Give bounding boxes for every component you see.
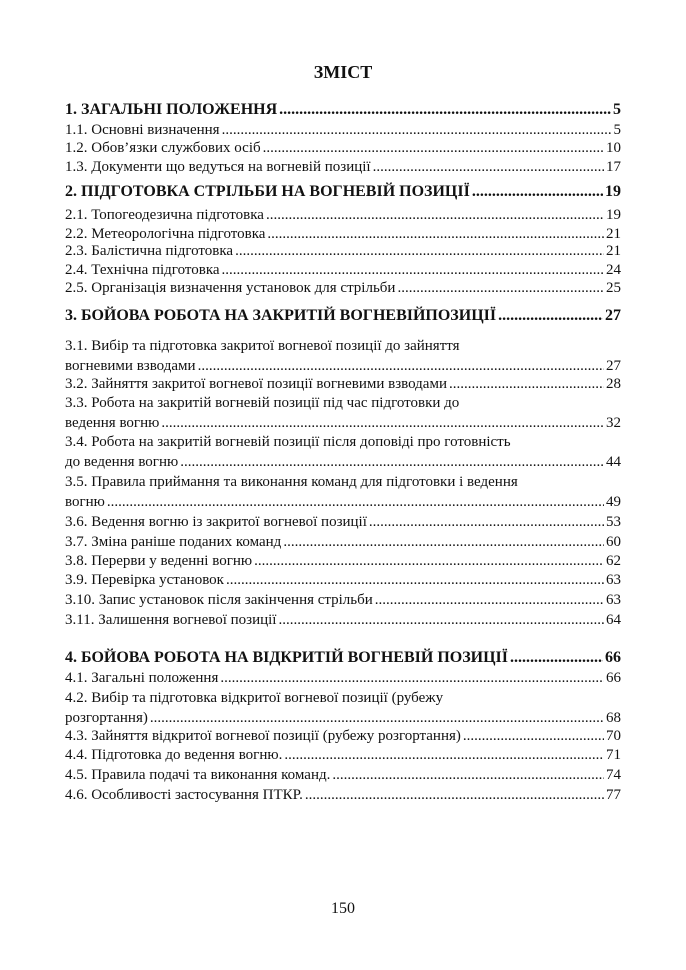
toc-entry-page: 63 xyxy=(606,592,621,608)
dot-leader xyxy=(254,551,604,571)
toc-entry xyxy=(65,668,621,688)
dot-leader xyxy=(472,182,603,202)
toc-entry xyxy=(65,120,621,140)
toc-entry-row xyxy=(65,205,621,225)
toc-entry-title: 1. ЗАГАЛЬНІ ПОЛОЖЕННЯ xyxy=(65,101,278,118)
toc-entry-row xyxy=(65,590,621,610)
toc-entry-row xyxy=(65,708,621,728)
toc-entry-title: 3.11. Залишення вогневої позиції xyxy=(65,612,277,628)
toc-entry-row xyxy=(65,452,621,472)
toc-entry xyxy=(65,260,621,280)
toc-entry xyxy=(65,590,621,610)
toc-entry-row xyxy=(65,668,621,688)
toc-entry-page: 64 xyxy=(606,612,621,628)
toc-entry-title-line: 3.1. Вибір та підготовка закритої вогневої позиції до зайняття xyxy=(65,338,460,354)
toc-entry-title: 4.1. Загальні положення xyxy=(65,670,219,686)
toc-entry xyxy=(65,205,621,225)
dot-leader xyxy=(226,570,604,590)
toc-entry-row xyxy=(65,492,621,512)
toc-entry-title: 4.6. Особливості застосування ПТКР. xyxy=(65,787,303,803)
dot-leader xyxy=(235,241,604,261)
toc-entry-row xyxy=(65,278,621,298)
dot-leader xyxy=(279,100,611,120)
toc-entry-page: 19 xyxy=(605,183,621,200)
toc-chapter xyxy=(65,182,621,202)
toc-entry-row xyxy=(65,726,621,746)
toc-entry-title: 3.7. Зміна раніше поданих команд xyxy=(65,534,282,550)
toc-entry-row xyxy=(65,138,621,158)
toc-entry-page: 27 xyxy=(605,307,621,324)
toc-entry-title-line: 3.3. Робота на закритій вогневій позиції під час підготовки до xyxy=(65,395,460,411)
toc-entry-page: 17 xyxy=(606,159,621,175)
dot-leader xyxy=(449,374,604,394)
toc-entry xyxy=(65,278,621,298)
toc-entry xyxy=(65,551,621,571)
toc-entry xyxy=(65,336,621,376)
toc-entry-page: 10 xyxy=(606,140,621,156)
toc-entry xyxy=(65,157,621,177)
dot-leader xyxy=(283,532,604,552)
dot-leader xyxy=(397,278,604,298)
toc-entry-page: 60 xyxy=(606,534,621,550)
toc-entry-row xyxy=(65,570,621,590)
toc-entry-row xyxy=(65,551,621,571)
toc-entry-page: 66 xyxy=(605,649,621,666)
toc-entry-row xyxy=(65,356,621,376)
toc-entry xyxy=(65,610,621,630)
toc-entry-title: 2.1. Топогеодезична підготовка xyxy=(65,207,264,223)
toc-entry-row xyxy=(65,157,621,177)
toc-entry-title: 3.2. Зайняття закритої вогневої позиції вогневими взводами xyxy=(65,376,447,392)
dot-leader xyxy=(305,785,604,805)
toc-entry-page: 77 xyxy=(606,787,621,803)
page-number: 150 xyxy=(331,900,355,917)
toc-entry-title: 4.3. Зайняття відкритої вогневої позиції (рубежу розгортання) xyxy=(65,728,461,744)
toc-entry-title: 1.2. Обов’язки службових осіб xyxy=(65,140,261,156)
toc-entry-title: 1.1. Основні визначення xyxy=(65,122,220,138)
dot-leader xyxy=(369,512,604,532)
toc-entry-page: 21 xyxy=(606,226,621,242)
toc-entry xyxy=(65,393,621,433)
dot-leader xyxy=(510,648,603,668)
toc-entry-page: 68 xyxy=(606,710,621,726)
toc-entry-title: 2.4. Технічна підготовка xyxy=(65,262,220,278)
toc-entry xyxy=(65,745,621,765)
toc-chapter xyxy=(65,306,621,326)
dot-leader xyxy=(180,452,604,472)
toc-entry-title: 2. ПІДГОТОВКА СТРІЛЬБИ НА ВОГНЕВІЙ ПОЗИЦІЇ xyxy=(65,183,470,200)
toc-entry-page: 71 xyxy=(606,747,621,763)
toc-entry-title: 2.3. Балістична підготовка xyxy=(65,243,234,259)
toc-entry-title-line: 3.4. Робота на закритій вогневій позиції після доповіді про готовність xyxy=(65,434,511,450)
toc-entry xyxy=(65,512,621,532)
toc-entry-page: 19 xyxy=(606,207,621,223)
dot-leader xyxy=(375,590,604,610)
dot-leader xyxy=(373,157,604,177)
toc-entry-page: 44 xyxy=(606,454,621,470)
toc-entry-title: 2.2. Метеорологічна підготовка xyxy=(65,226,266,242)
dot-leader xyxy=(498,306,603,326)
toc-entry-page: 5 xyxy=(613,101,621,118)
toc-entry-title: 4.5. Правила подачі та виконання команд. xyxy=(65,767,331,783)
toc-entry-title: до ведення вогню xyxy=(65,454,179,470)
toc-entry-row xyxy=(65,100,621,120)
toc-entry-title: 3.8. Перерви у веденні вогню xyxy=(65,553,253,569)
page-title: ЗМІСТ xyxy=(313,62,373,82)
toc-entry xyxy=(65,532,621,552)
dot-leader xyxy=(161,413,604,433)
toc-entry-page: 66 xyxy=(606,670,621,686)
toc-entry-row xyxy=(65,374,621,394)
toc-entry-row xyxy=(65,260,621,280)
toc-chapter xyxy=(65,100,621,120)
dot-leader xyxy=(220,668,604,688)
toc-entry xyxy=(65,432,621,472)
toc-entry-page: 70 xyxy=(606,728,621,744)
toc-entry-row xyxy=(65,182,621,202)
toc-entry-title: розгортання) xyxy=(65,710,148,726)
toc-entry-row xyxy=(65,120,621,140)
toc-entry-page: 49 xyxy=(606,494,621,510)
dot-leader xyxy=(332,765,604,785)
toc-entry-page: 28 xyxy=(606,376,621,392)
dot-leader xyxy=(150,708,604,728)
dot-leader xyxy=(284,745,604,765)
toc-entry-page: 24 xyxy=(606,262,621,278)
toc-entry-page: 27 xyxy=(606,358,621,374)
toc-entry-title: 3.10. Запис установок після закінчення стрільби xyxy=(65,592,373,608)
toc-entry-page: 62 xyxy=(606,553,621,569)
toc-entry-title: 1.3. Документи що ведуться на вогневій позиції xyxy=(65,159,371,175)
toc-entry-page: 21 xyxy=(606,243,621,259)
toc-entry xyxy=(65,374,621,394)
toc-entry xyxy=(65,241,621,261)
dot-leader xyxy=(222,120,612,140)
toc-entry xyxy=(65,765,621,785)
toc-entry-row xyxy=(65,785,621,805)
toc-entry-title-line: 4.2. Вибір та підготовка відкритої вогневої позиції (рубежу xyxy=(65,690,444,706)
dot-leader xyxy=(198,356,604,376)
toc-entry xyxy=(65,570,621,590)
toc-chapter xyxy=(65,648,621,668)
toc-entry xyxy=(65,138,621,158)
toc-entry-title: ведення вогню xyxy=(65,415,160,431)
toc-entry-page: 25 xyxy=(606,280,621,296)
toc-entry-row xyxy=(65,648,621,668)
dot-leader xyxy=(222,260,604,280)
dot-leader xyxy=(266,205,604,225)
toc-entry-row xyxy=(65,306,621,326)
toc-entry-title: 3.9. Перевірка установок xyxy=(65,572,224,588)
toc-entry xyxy=(65,688,621,728)
toc-entry-page: 53 xyxy=(606,514,621,530)
toc-entry xyxy=(65,785,621,805)
toc-entry-page: 5 xyxy=(613,122,621,138)
toc-entry xyxy=(65,726,621,746)
toc-entry-title: вогневими взводами xyxy=(65,358,196,374)
dot-leader xyxy=(107,492,604,512)
toc-entry-page: 63 xyxy=(606,572,621,588)
toc-entry-row xyxy=(65,512,621,532)
toc-entry-title: 3. БОЙОВА РОБОТА НА ЗАКРИТІЙ ВОГНЕВІЙПОЗИЦІЇ xyxy=(65,307,497,324)
toc-entry-title: 2.5. Організація визначення установок для стрільби xyxy=(65,280,396,296)
toc-entry-title-line: 3.5. Правила приймання та виконання команд для підготовки і ведення xyxy=(65,474,518,490)
toc-entry-title: 3.6. Ведення вогню із закритої вогневої позиції xyxy=(65,514,367,530)
toc-entry-row xyxy=(65,413,621,433)
toc-entry-row xyxy=(65,532,621,552)
toc-entry-title: вогню xyxy=(65,494,105,510)
toc-entry-page: 32 xyxy=(606,415,621,431)
toc-entry xyxy=(65,472,621,512)
toc-entry-title: 4.4. Підготовка до ведення вогню. xyxy=(65,747,283,763)
dot-leader xyxy=(463,726,604,746)
dot-leader xyxy=(278,610,604,630)
dot-leader xyxy=(263,138,604,158)
toc-entry-row xyxy=(65,745,621,765)
toc-entry-row xyxy=(65,241,621,261)
toc-entry-page: 74 xyxy=(606,767,621,783)
toc-entry-title: 4. БОЙОВА РОБОТА НА ВІДКРИТІЙ ВОГНЕВІЙ ПОЗИЦІЇ xyxy=(65,649,508,666)
toc-entry-row xyxy=(65,765,621,785)
toc-entry-row xyxy=(65,610,621,630)
